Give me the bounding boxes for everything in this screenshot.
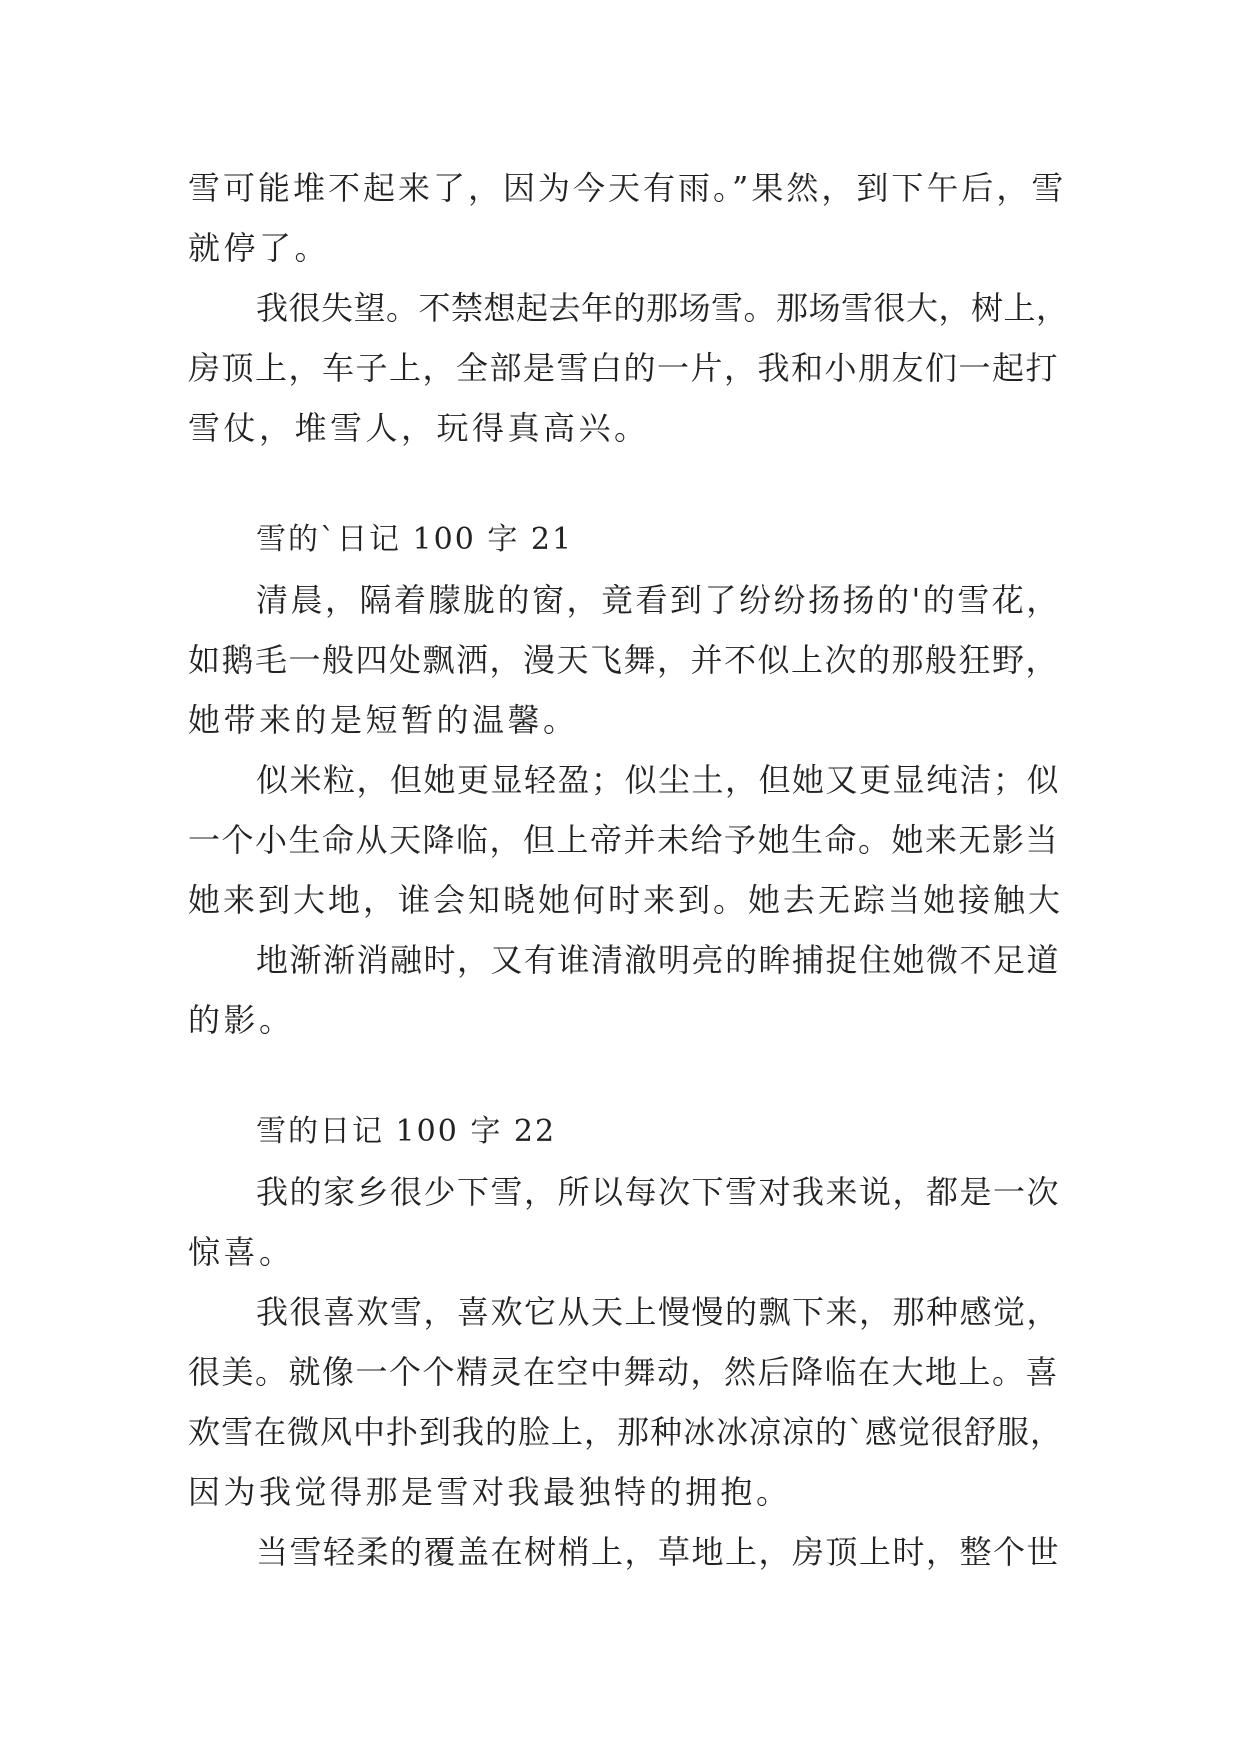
- paragraph-line: 如鹅毛一般四处飘洒，漫天飞舞，并不似上次的那般狂野，: [188, 641, 1060, 679]
- paragraph-line: 清晨，隔着朦胧的窗，竟看到了纷纷扬扬的'的雪花，: [256, 581, 1061, 619]
- paragraph-line: 很美。就像一个个精灵在空中舞动，然后降临在大地上。喜: [188, 1353, 1060, 1391]
- paragraph-line: 因为我觉得那是雪对我最独特的拥抱。: [188, 1473, 792, 1511]
- paragraph-line: 我的家乡很少下雪，所以每次下雪对我来说，都是一次: [256, 1173, 1061, 1211]
- paragraph-line: 当雪轻柔的覆盖在树梢上，草地上，房顶上时，整个世: [256, 1533, 1061, 1571]
- paragraph-line: 她带来的是短暂的温馨。: [188, 701, 579, 739]
- paragraph-line: 我很失望。不禁想起去年的那场雪。那场雪很大，树上，: [256, 289, 1069, 327]
- paragraph-line: 她来到大地，谁会知晓她何时来到。她去无踪当她接触大: [188, 881, 1064, 919]
- paragraph-line: 雪仗，堆雪人，玩得真高兴。: [188, 409, 650, 447]
- paragraph-line: 一个小生命从天降临，但上帝并未给予她生命。她来无影当: [188, 821, 1060, 859]
- paragraph-line: 似米粒，但她更显轻盈；似尘土，但她又更显纯洁；似: [256, 761, 1061, 799]
- section-heading: 雪的日记 100 字 22: [256, 1114, 557, 1149]
- paragraph-line: 地渐渐消融时，又有谁清澈明亮的眸捕捉住她微不足道: [256, 941, 1061, 979]
- paragraph-line: 雪可能堆不起来了，因为今天有雨。”果然，到下午后，雪: [188, 169, 1067, 207]
- paragraph-line: 我很喜欢雪，喜欢它从天上慢慢的飘下来，那种感觉，: [256, 1293, 1061, 1331]
- paragraph-line: 就停了。: [188, 229, 331, 267]
- paragraph-line: 惊喜。: [188, 1233, 295, 1271]
- section-heading: 雪的`日记 100 字 21: [256, 522, 574, 557]
- paragraph-line: 欢雪在微风中扑到我的脸上，那种冰冰凉凉的`感觉很舒服，: [188, 1413, 1064, 1451]
- paragraph-line: 房顶上，车子上，全部是雪白的一片，我和小朋友们一起打: [188, 349, 1060, 387]
- paragraph-line: 的影。: [188, 1001, 295, 1039]
